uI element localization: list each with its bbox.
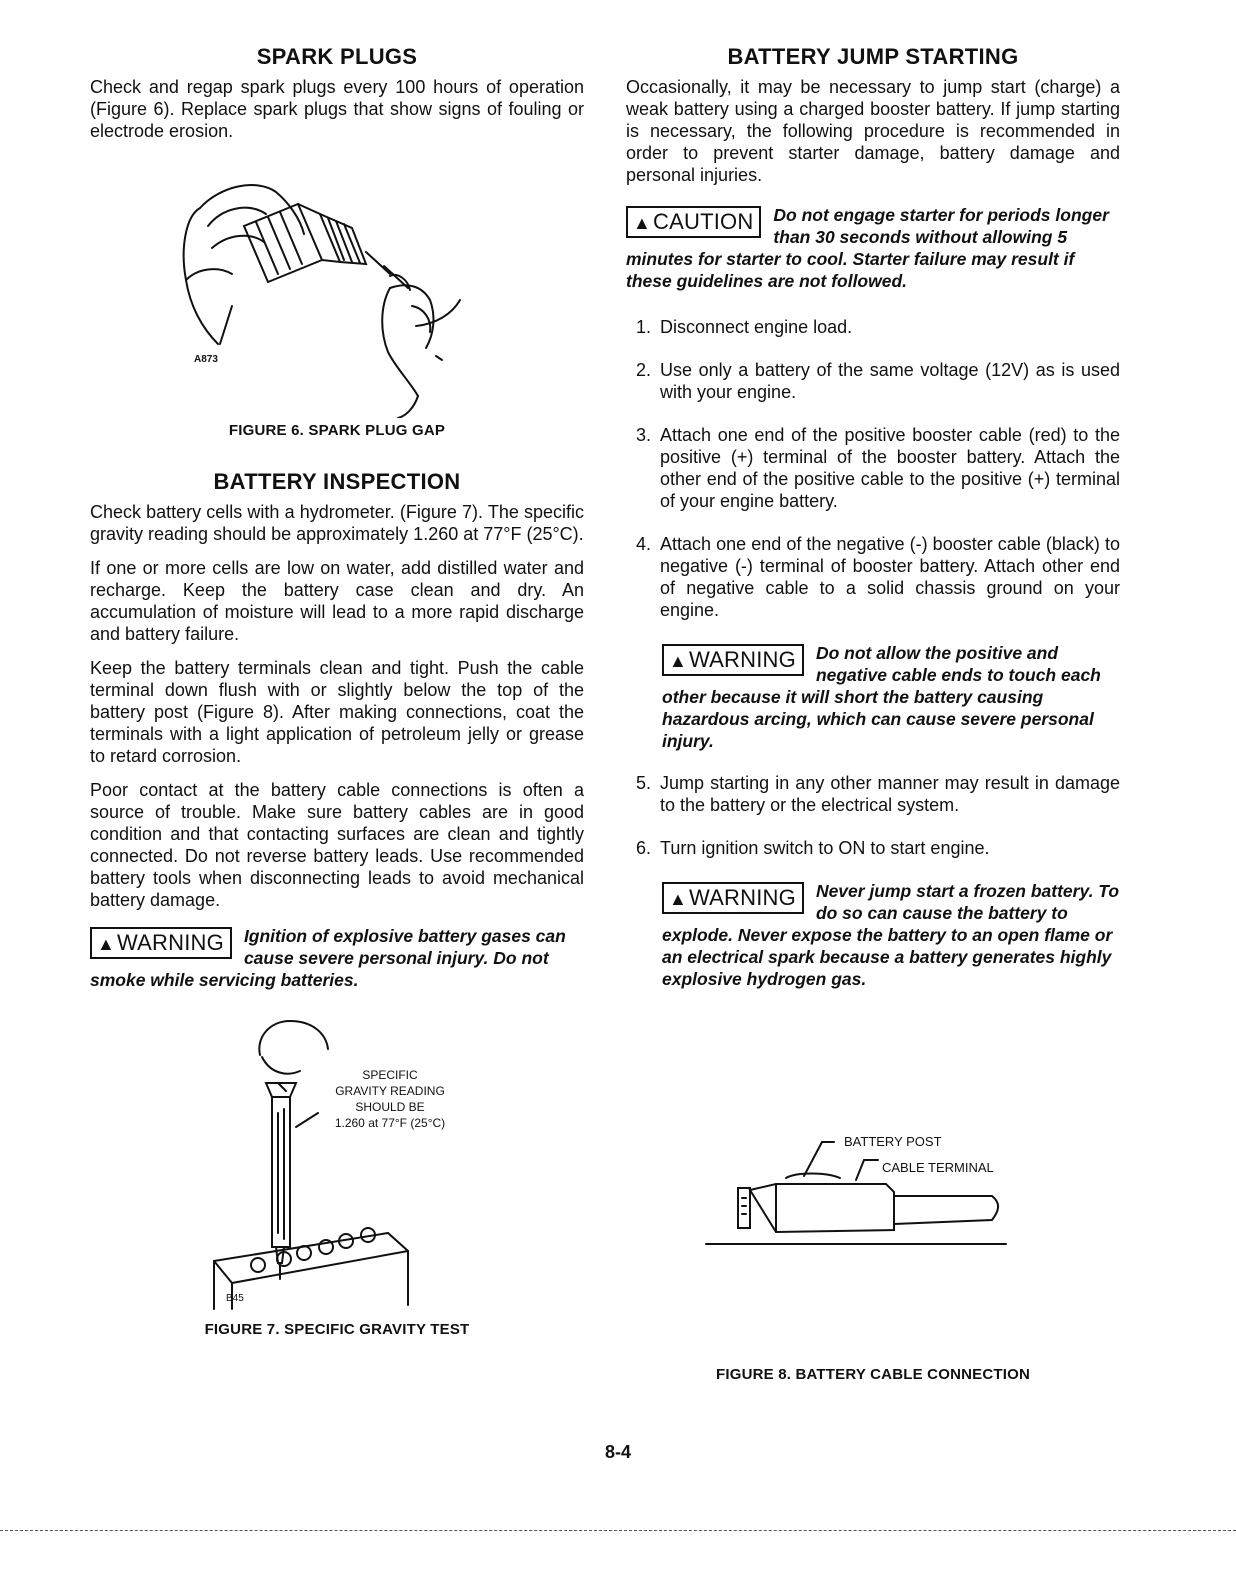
bottom-rule — [0, 1530, 1236, 1531]
figure-7-code: B45 — [226, 1293, 244, 1304]
warning-text: Do not allow the positive and negative cable ends to touch each other because it will short the battery causing hazardous arcing, which can cause severe personal injury. — [662, 643, 1101, 751]
callout-line-4: 1.260 at 77°F (25°C) — [334, 1116, 446, 1130]
battery-post-label: BATTERY POST — [844, 1134, 942, 1149]
caution-badge: ▲CAUTION — [626, 206, 761, 238]
step-2: 2. Use only a battery of the same voltage (12V) as is used with your engine. — [636, 360, 1120, 402]
callout-line-1: SPECIFIC — [362, 1068, 418, 1082]
page-number: 8-4 — [604, 1442, 631, 1462]
figure-7 — [90, 1013, 584, 1313]
warning-text: Ignition of explosive battery gases can cause severe personal injury. Do not smoke while servicing batteries. — [90, 926, 566, 990]
cable-touch-warning — [662, 642, 1120, 752]
warning-triangle-icon: ▲ — [669, 889, 688, 909]
warning-badge: ▲WARNING — [662, 882, 804, 914]
step-6: 6. Turn ignition switch to ON to start engine. — [636, 838, 990, 858]
battery-gas-warning — [90, 925, 584, 991]
battery-inspection-paragraph-1: Check battery cells with a hydrometer. (Figure 7). The specific gravity reading should be approximately 1.260 at 77°F (25°C). — [90, 502, 584, 544]
battery-inspection-heading: BATTERY INSPECTION — [213, 469, 461, 494]
warning-triangle-icon: ▲ — [669, 651, 688, 671]
left-column — [90, 44, 584, 1338]
figure-6 — [90, 156, 584, 418]
callout-line-2: GRAVITY READING — [335, 1084, 445, 1098]
warning-text: Never jump start a frozen battery. To do so can cause the battery to explode. Never expose the battery to an open flame or an electrical spark because a battery generates highly explosive hydrogen gas. — [662, 881, 1120, 989]
step-3: 3. Attach one end of the positive booster cable (red) to the positive (+) terminal of the booster battery. Attach the other end of the positive cable to the positive (+) terminal of your engine battery. — [636, 425, 1120, 511]
jump-starting-intro: Occasionally, it may be necessary to jump start (charge) a weak battery using a charged booster battery. If jump starting is necessary, the following procedure is recommended in order to prevent starter damage, battery damage and personal injuries. — [626, 77, 1120, 185]
figure-8-caption: FIGURE 8. BATTERY CABLE CONNECTION — [715, 1366, 1031, 1383]
callout-line-3: SHOULD BE — [355, 1100, 425, 1114]
warning-badge: ▲WARNING — [662, 644, 804, 676]
step-1: 1. Disconnect engine load. — [636, 317, 853, 337]
jump-start-steps-continued — [626, 772, 1120, 859]
cable-terminal-label: CABLE TERMINAL — [882, 1160, 994, 1175]
starter-caution — [626, 204, 1120, 292]
battery-inspection-paragraph-3: Keep the battery terminals clean and tight. Push the cable terminal down flush with or slightly below the top of the battery post (Figure 8). After making connections, coat the terminals with a light application of petroleum jelly or grease to retard corrosion. — [90, 658, 584, 766]
figure-8 — [626, 1120, 1120, 1270]
hydrometer-illustration — [90, 1013, 584, 1313]
figure-6-code: A873 — [194, 354, 218, 365]
figure-6-caption: FIGURE 6. SPARK PLUG GAP — [228, 422, 446, 439]
step-5: 5. Jump starting in any other manner may result in damage to the battery or the electrical system. — [636, 773, 1120, 815]
warning-badge: ▲WARNING — [90, 927, 232, 959]
battery-inspection-paragraph-4: Poor contact at the battery cable connections is often a source of trouble. Make sure battery cables are in good condition and that contacting surfaces are clean and tightly connected. Do not reverse battery leads. Use recommended battery tools when disconnecting leads to avoid mechanical battery damage. — [90, 780, 584, 910]
caution-triangle-icon: ▲ — [633, 213, 652, 233]
right-column — [626, 44, 1120, 1383]
spark-plugs-body: Check and regap spark plugs every 100 hours of operation (Figure 6). Replace spark plugs that show signs of fouling or electrode erosion. — [90, 77, 584, 141]
battery-inspection-paragraph-2: If one or more cells are low on water, add distilled water and recharge. Keep the battery case clean and dry. An accumulation of moisture will lead to a more rapid discharge and battery failure. — [90, 558, 584, 644]
spark-plug-illustration — [90, 156, 584, 418]
jump-starting-heading: BATTERY JUMP STARTING — [727, 44, 1019, 69]
cable-connection-illustration — [626, 1120, 1120, 1270]
jump-start-steps — [626, 316, 1120, 621]
figure-7-caption: FIGURE 7. SPECIFIC GRAVITY TEST — [204, 1321, 470, 1338]
frozen-battery-warning — [662, 880, 1120, 990]
warning-triangle-icon: ▲ — [97, 934, 116, 954]
step-4: 4. Attach one end of the negative (-) booster cable (black) to negative (-) terminal of booster battery. Attach other end of negative cable to a solid chassis ground on your engine. — [636, 534, 1120, 620]
spark-plugs-heading: SPARK PLUGS — [256, 44, 418, 69]
caution-text: Do not engage starter for periods longer than 30 seconds without allowing 5 minutes for starter to cool. Starter failure may result if these guidelines are not followed. — [626, 205, 1109, 291]
